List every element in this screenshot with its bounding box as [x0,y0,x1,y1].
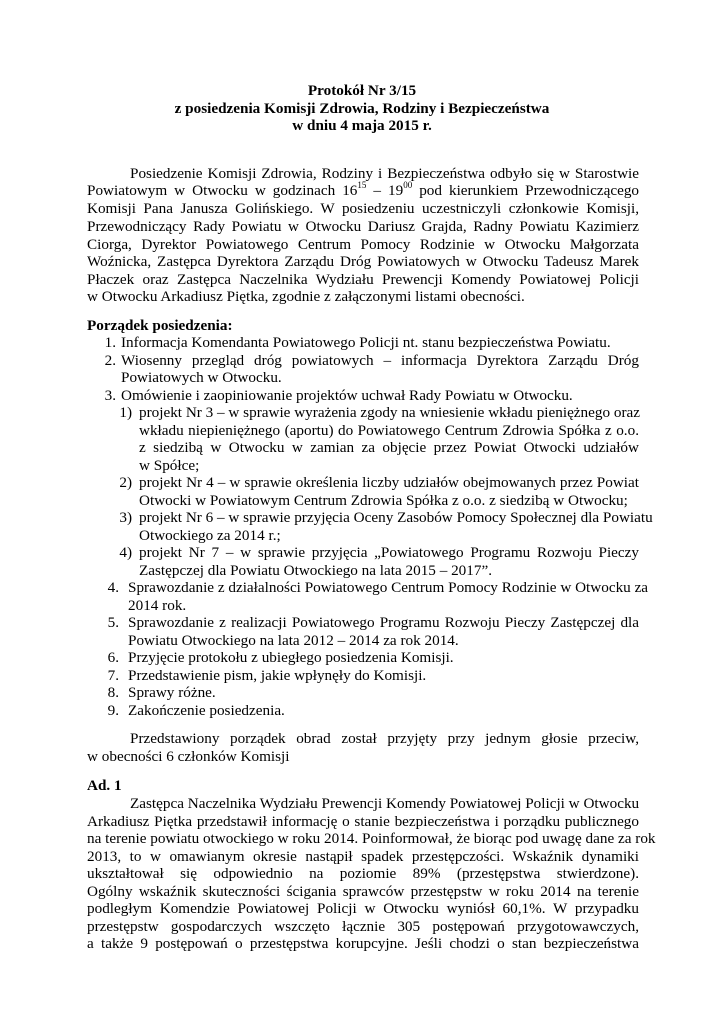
intro-line: Płaczek oraz Zastępca Naczelnika Wydziału Prewencji Komendy Powiatowej Policji [87,270,639,288]
agenda-item: Powiatu Otwockiego na lata 2012 – 2014 za rok 2014. [128,631,459,649]
agenda-heading: Porządek posiedzenia: [87,317,233,334]
section-line: Ogólny wskaźnik skuteczności ścigania sprawców przestępstw w roku 2014 na terenie [87,882,639,900]
intro-line: Przewodniczący Rady Powiatu w Otwocku Dariusz Grajda, Radny Powiatu Kazimierz [87,218,639,235]
agenda-subitem: projekt Nr 7 – w sprawie przyjęcia „Powiatowego Programu Rozwoju Pieczy [139,544,639,561]
section-line: 2013, to w omawianym okresie nastąpił spadek przestępczości. Wskaźnik dynamiki [87,847,639,865]
agenda-item: Omówienie i zaopiniowanie projektów uchwał Rady Powiatu w Otwocku. [121,386,573,404]
acceptance-line: Przedstawiony porządek obrad został przyjęty przy jednym głosie przeciw, [130,730,639,747]
agenda-subitem: w Spółce; [139,456,200,474]
agenda-subitem-number: 2) [119,474,132,491]
agenda-item: Wiosenny przegląd dróg powiatowych – informacja Dyrektora Zarządu Dróg [121,351,639,369]
agenda-subitem-number: 1) [119,404,132,421]
document-date: w dniu 4 maja 2015 r. [292,117,432,134]
section-line: ukształtował się odpowiednio na poziomie 89% (przestępstwa stwierdzone). [87,865,639,882]
agenda-item-number: 5. [107,614,119,631]
agenda-subitem: Otwockiego za 2014 r.; [139,526,281,544]
intro-line: w Otwocku Arkadiusz Piętka, zgodnie z załączonymi listami obecności. [87,288,525,305]
agenda-item: Sprawozdanie z działalności Powiatowego Centrum Pomocy Rodzinie w Otwocku za [128,579,649,596]
section-line: a także 9 postępowań o przestępstwa korupcyjne. Jeśli chodzi o stan bezpieczeństwa [87,935,639,952]
agenda-subitem: projekt Nr 6 – w sprawie przyjęcia Oceny Zasobów Pomocy Społecznej dla Powiatu [139,509,653,526]
agenda-subitem-number: 4) [119,544,132,561]
agenda-item-number: 3. [104,386,116,404]
agenda-item: Powiatowych w Otwocku. [121,369,282,386]
agenda-subitem-number: 3) [119,509,132,526]
document-title: Protokół Nr 3/15 [307,82,417,99]
section-line: przestępstw gospodarczych wszczęto łącznie 305 postępowań przygotowawczych, [87,917,639,935]
agenda-item: Przyjęcie protokołu z ubiegłego posiedzenia Komisji. [128,649,454,666]
agenda-subitem: z siedzibą w Otwocku w zamian za objęcie przez Powiat Otwocki udziałów [139,439,639,456]
agenda-item: Sprawy różne. [128,684,216,701]
agenda-item-number: 6. [107,649,119,666]
acceptance-line: w obecności 6 członków Komisji [87,748,290,765]
agenda-item-number: 7. [107,666,119,684]
agenda-subitem: projekt Nr 4 – w sprawie określenia liczby udziałów obejmowanych przez Powiat [139,474,639,491]
intro-line: Woźnicka, Zastępca Dyrektora Zarządu Dróg Powiatowych w Otwocku Tadeusz Marek [87,253,639,270]
section-line: podległym Komendzie Powiatowej Policji w Otwocku wyniósł 60,1%. W przypadku [87,900,639,917]
intro-line: Powiatowym w Otwocku w godzinach $16^{15} - 19^{00}$ pod kierunkiem Przewodniczącego [87,179,640,199]
agenda-subitem: projekt Nr 3 – w sprawie wyrażenia zgody na wniesienie wkładu pieniężnego oraz [139,404,641,421]
section-line: na terenie powiatu otwockiego w roku 2014. Poinformował, że biorąc pod uwagę dane za rok [87,830,656,847]
agenda-item-number: 9. [107,701,119,719]
agenda-subitem: wkładu niepieniężnego (aportu) do Powiatowego Centrum Zdrowia Spółka z o.o. [139,421,639,439]
agenda-subitem: Zastępczej dla Powiatu Otwockiego na lata 2015 – 2017”. [139,561,493,579]
section-line: Arkadiusz Piętka przedstawił informację o stanie bezpieczeństwa i porządku publicznego [87,812,639,830]
agenda-item: Informacja Komendanta Powiatowego Policji nt. stanu bezpieczeństwa Powiatu. [121,334,611,351]
section-heading: Ad. 1 [87,777,122,794]
agenda-item: Sprawozdanie z realizacji Powiatowego Programu Rozwoju Pieczy Zastępczej dla [128,614,639,631]
intro-line: Ciorga, Dyrektor Powiatowego Centrum Pomocy Rodzinie w Otwocku Małgorzata [87,235,639,253]
agenda-item-number: 1. [104,334,116,351]
agenda-item: 2014 rok. [128,596,187,614]
agenda-item-number: 4. [107,579,119,596]
intro-line: Komisji Pana Janusza Golińskiego. W posiedzeniu uczestniczyli członkowie Komisji, [87,200,639,217]
intro-line: Posiedzenie Komisji Zdrowia, Rodziny i Bezpieczeństwa odbyło się w Starostwie [130,165,639,182]
agenda-item: Przedstawienie pism, jakie wpłynęły do Komisji. [128,666,427,684]
section-line: Zastępca Naczelnika Wydziału Prewencji Komendy Powiatowej Policji w Otwocku [130,795,640,812]
document-subtitle: z posiedzenia Komisji Zdrowia, Rodziny i Bezpieczeństwa [174,99,550,117]
agenda-subitem: Otwocki w Powiatowym Centrum Zdrowia Spółka z o.o. z siedzibą w Otwocku; [139,491,628,509]
agenda-item: Zakończenie posiedzenia. [128,701,285,719]
agenda-item-number: 8. [107,684,119,701]
agenda-item-number: 2. [104,351,116,369]
